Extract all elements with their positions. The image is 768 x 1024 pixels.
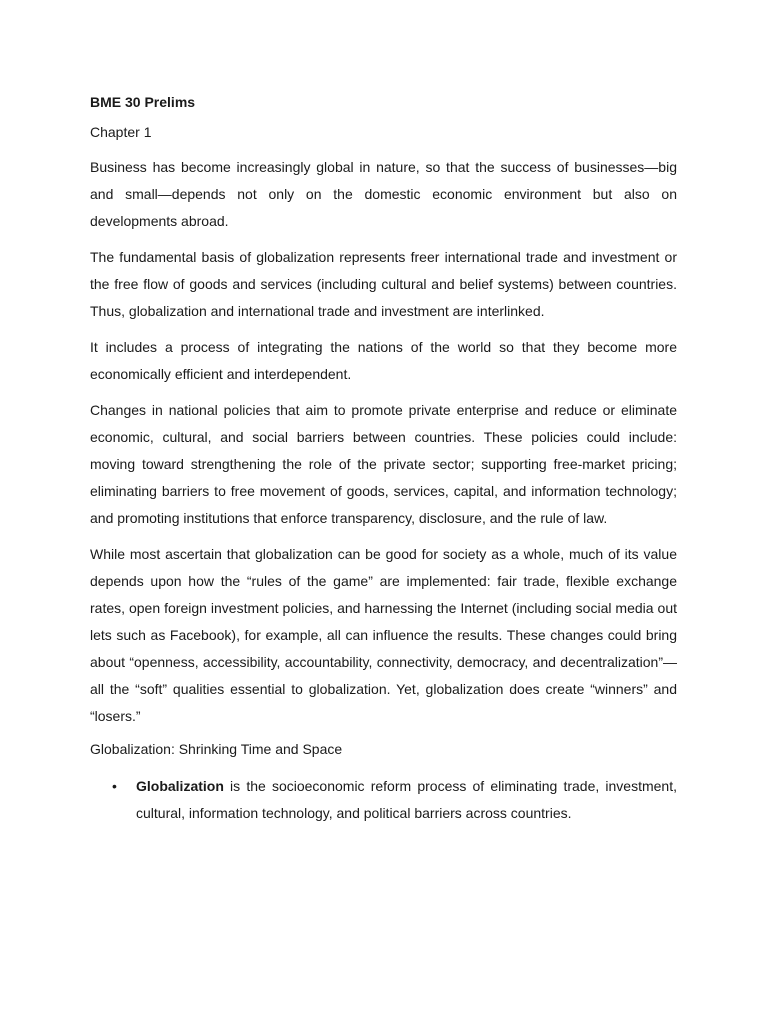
bullet-term: Globalization xyxy=(136,778,224,794)
document-title: BME 30 Prelims xyxy=(90,94,196,110)
paragraph: The fundamental basis of globalization represents freer international trade and investment or the free flow of goods and services (including cultural and belief systems) between countries. Thus, globalization and international trade and investment are interlinked. xyxy=(90,249,677,319)
paragraph: Changes in national policies that aim to promote private enterprise and reduce or eliminate economic, cultural, and social barriers between countries. These policies could include: moving toward strengthening the role of the private sector; supporting free-market pricing; eliminating barriers to free movement of goods, services, capital, and information technology; and promoting institutions that enforce transparency, disclosure, and the rule of law. xyxy=(90,402,677,526)
bullet-text: is the socioeconomic reform process of eliminating trade, investment, cultural, information technology, and political barriers across countries. xyxy=(136,778,677,821)
document-page xyxy=(90,92,677,827)
paragraph: Business has become increasingly global in nature, so that the success of businesses—big and small—depends not only on the domestic economic environment but also on developments abroad. xyxy=(90,159,677,229)
paragraph: It includes a process of integrating the nations of the world so that they become more economically efficient and interdependent. xyxy=(90,339,677,382)
bullet-list xyxy=(90,773,677,827)
chapter-heading: Chapter 1 xyxy=(90,124,152,140)
bullet-icon: • xyxy=(112,778,117,794)
section-subheading: Globalization: Shrinking Time and Space xyxy=(90,741,343,757)
paragraph: While most ascertain that globalization can be good for society as a whole, much of its value depends upon how the “rules of the game” are implemented: fair trade, flexible exchange rates, open foreign investment policies, and harnessing the Internet (including social media out lets such as Facebook), for example, all can influence the results. These changes could bring about “openness, accessibility, accountability, connectivity, democracy, and decentralization”—all the “soft” qualities essential to globalization. Yet, globalization does create “winners” and “losers.” xyxy=(90,546,677,724)
bullet-item xyxy=(90,773,677,827)
